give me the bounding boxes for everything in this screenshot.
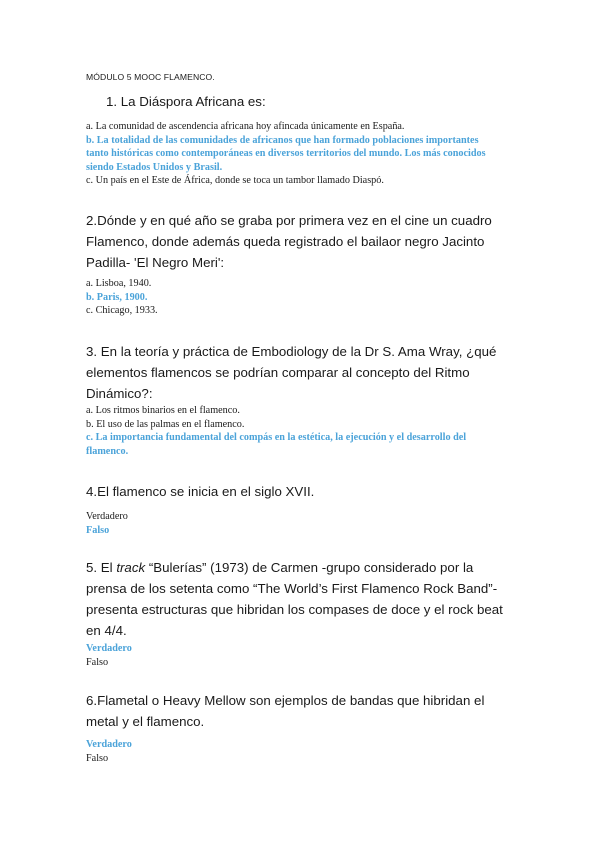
answer-5-false: Falso: [86, 656, 109, 668]
answer-6-false: Falso: [86, 752, 109, 764]
answer-3c-correct: c. La importancia fundamental del compás en la estética, la ejecución y el desarrollo del flamenco.: [86, 432, 467, 457]
answer-2c: c. Chicago, 1933.: [86, 305, 158, 317]
question-6-title: 6.Flametal o Heavy Mellow son ejemplos de bandas que hibridan el metal y el flamenco.: [86, 693, 485, 729]
question-5-title: 5. El track “Bulerías” (1973) de Carmen -grupo considerado por la prensa de los setenta como “The World’s First Flamenco Rock Band”- presenta estructuras que hibridan los compases de doce y el rock beat en 4/4.: [86, 560, 503, 638]
question-4-title: 4.El flamenco se inicia en el siglo XVII.: [86, 484, 315, 499]
question-2-title: 2.Dónde y en qué año se graba por primera vez en el cine un cuadro Flamenco, donde además queda registrado el bailaor negro Jacinto Padilla- 'El Negro Meri':: [86, 213, 492, 270]
answer-2b-correct: b. Paris, 1900.: [86, 291, 148, 303]
answer-4-true: Verdadero: [86, 511, 128, 522]
answer-6-true-correct: Verdadero: [86, 739, 132, 750]
question-6-answers: [86, 738, 132, 765]
answer-4-false-correct: Falso: [86, 524, 110, 536]
question-3-answers: [86, 404, 486, 458]
answer-3a: a. Los ritmos binarios en el flamenco.: [86, 405, 240, 416]
question-4-answers: [86, 510, 128, 537]
question-3-title: 3. En la teoría y práctica de Embodiology de la Dr S. Ama Wray, ¿qué elementos flamencos se podrían comparar al concepto del Ritmo Dinámico?:: [86, 344, 497, 401]
question-1-title: 1. La Diáspora Africana es:: [106, 94, 266, 109]
document-header: MÓDULO 5 MOOC FLAMENCO.: [86, 72, 215, 82]
answer-5-true-correct: Verdadero: [86, 643, 132, 654]
question-5-answers: [86, 642, 132, 669]
question-2-answers: [86, 277, 158, 318]
answer-1c: c. Un país en el Este de África, donde se toca un tambor llamado Diaspó.: [86, 175, 384, 187]
answer-2a: a. Lisboa, 1940.: [86, 278, 152, 289]
answer-1a: a. La comunidad de ascendencia africana hoy afincada únicamente en España.: [86, 121, 405, 132]
question-1-answers: [86, 120, 496, 188]
answer-1b-correct: b. La totalidad de las comunidades de africanos que han formado poblaciones importantes tanto históricas como contemporáneas en diversos territorios del mundo. Los más conocidos siendo Estados Unidos y Brasil.: [86, 134, 486, 173]
answer-3b: b. El uso de las palmas en el flamenco.: [86, 418, 245, 430]
